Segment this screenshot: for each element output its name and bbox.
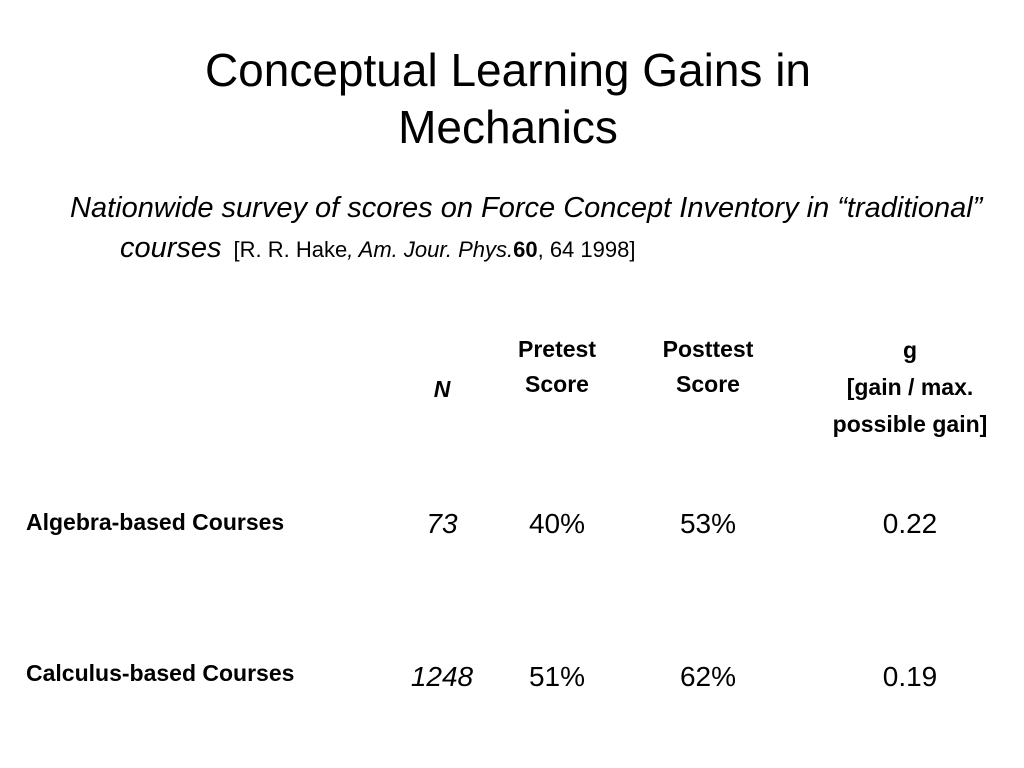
header-pretest-line1: Pretest [518,336,596,362]
title-line-2: Mechanics [398,101,618,153]
cell-n: 1248 [410,661,474,692]
cell-n: 73 [426,508,458,539]
cell-g: 0.19 [882,661,938,692]
header-pretest [490,332,624,402]
header-n: N [433,376,451,402]
cell-posttest: 62% [679,661,737,692]
header-g-line1: g [902,337,918,363]
cell-g: 0.22 [882,508,938,539]
citation-volume: 60 [513,237,538,262]
citation-suffix: , 64 1998] [537,237,636,262]
cell-pretest: 51% [528,661,586,692]
header-pretest-line2: Score [525,371,589,397]
citation-journal: , Am. Jour. Phys. [347,237,514,262]
header-g-line2: [gain / max. [846,374,974,400]
header-g [806,332,1014,443]
citation [234,237,636,262]
citation-prefix: [R. R. Hake [233,237,348,262]
row-label-calculus: Calculus-based Courses [26,660,295,686]
row-label-algebra: Algebra-based Courses [26,509,285,535]
header-posttest-line1: Posttest [662,336,754,362]
subtitle-text: Nationwide survey of scores on Force Concept Inventory in “traditional” courses [70,192,983,264]
header-g-line3: possible gain] [832,411,988,437]
slide-subtitle [70,188,1024,270]
cell-pretest: 40% [528,508,586,539]
slide-title [0,42,1016,156]
title-line-1: Conceptual Learning Gains in [204,44,812,96]
cell-posttest: 53% [679,508,737,539]
header-posttest [638,332,778,402]
header-posttest-line2: Score [676,371,740,397]
